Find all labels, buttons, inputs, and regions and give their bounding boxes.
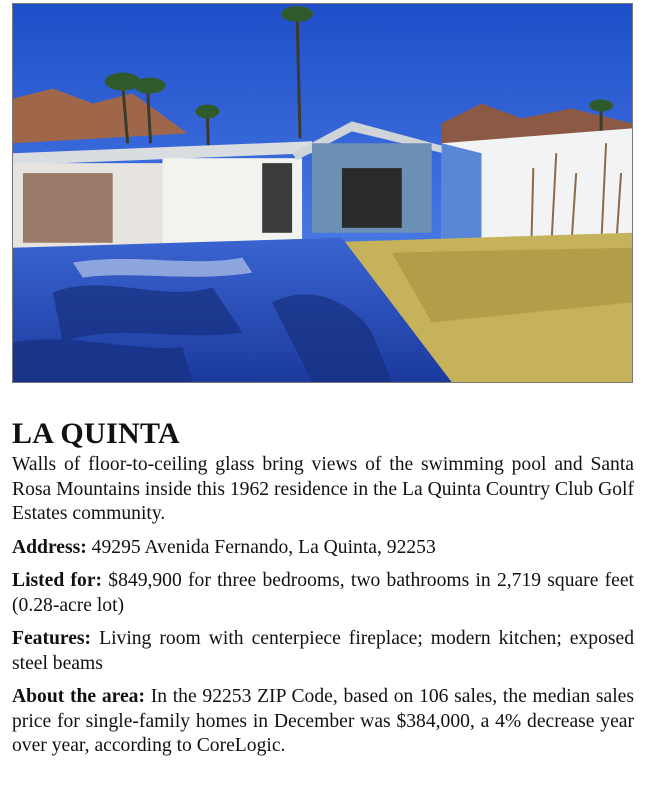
features-label: Features: — [12, 628, 92, 649]
house-photo — [12, 3, 633, 383]
description: Walls of floor-to-ceiling glass bring views of the swimming pool and Santa Rosa Mountains inside this 1962 residence in the La Quinta Country Club Golf Estates community. — [12, 454, 634, 524]
area-label: About the area: — [12, 686, 145, 707]
features-line — [12, 627, 634, 676]
address-label: Address: — [12, 536, 87, 558]
headline: LA QUINTA — [12, 417, 181, 450]
features-value: Living room with centerpiece fireplace; modern kitchen; exposed steel beams — [12, 628, 634, 674]
area-line — [12, 685, 634, 759]
listed-line — [12, 569, 634, 618]
listed-value: $849,900 for three bedrooms, two bathrooms in 2,719 square feet (0.28-acre lot) — [12, 570, 635, 616]
house-photo-illustration — [13, 4, 632, 382]
address-value: 49295 Avenida Fernando, La Quinta, 92253 — [91, 536, 436, 558]
address-line — [12, 536, 634, 561]
listing-text — [12, 417, 634, 768]
listed-label: Listed for: — [12, 570, 103, 591]
area-value: In the 92253 ZIP Code, based on 106 sales, the median sales price for single-family homes in December was $384,000, a 4% decrease year over year, according to CoreLogic. — [12, 686, 635, 756]
